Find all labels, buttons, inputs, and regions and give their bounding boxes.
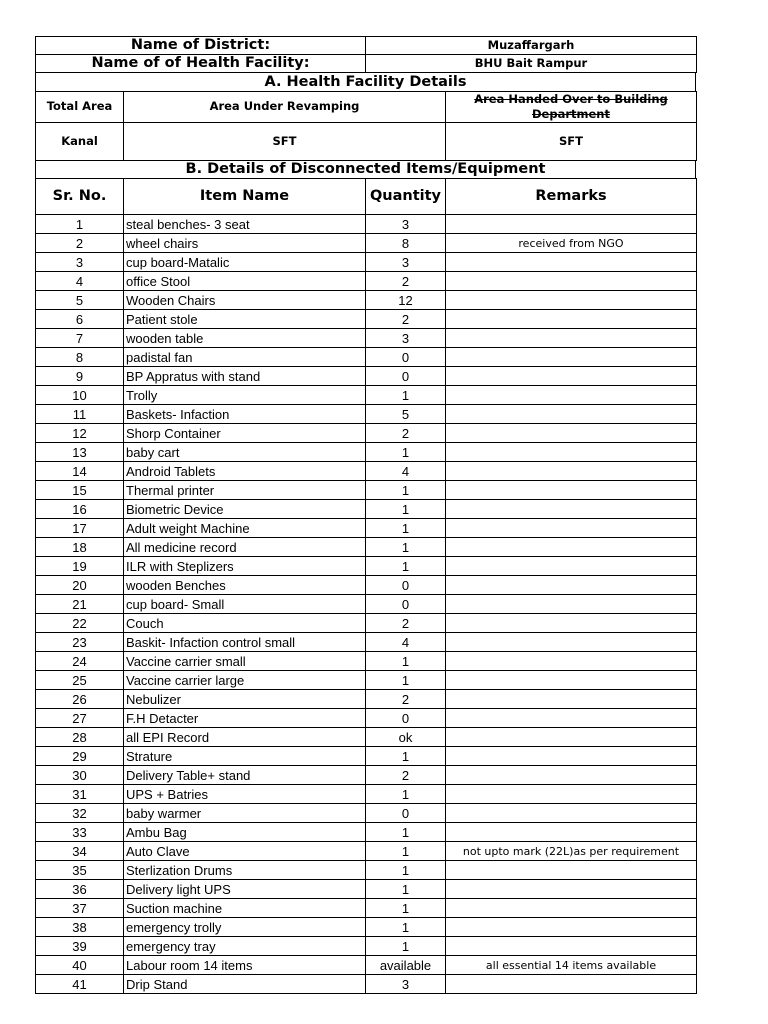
row-remarks bbox=[446, 424, 697, 443]
row-item-name: Shorp Container bbox=[124, 424, 366, 443]
row-quantity: 2 bbox=[366, 690, 446, 709]
row-sr-no: 34 bbox=[36, 842, 124, 861]
header-table bbox=[35, 36, 697, 73]
row-sr-no: 22 bbox=[36, 614, 124, 633]
row-remarks: not upto mark (22L)as per requirement bbox=[446, 842, 697, 861]
table-row bbox=[36, 975, 697, 994]
row-sr-no: 15 bbox=[36, 481, 124, 500]
row-remarks bbox=[446, 576, 697, 595]
table-row bbox=[36, 842, 697, 861]
section-a-title: A. Health Facility Details bbox=[35, 73, 696, 91]
row-sr-no: 29 bbox=[36, 747, 124, 766]
row-sr-no: 33 bbox=[36, 823, 124, 842]
table-row bbox=[36, 481, 697, 500]
row-item-name: Android Tablets bbox=[124, 462, 366, 481]
row-quantity: 3 bbox=[366, 975, 446, 994]
items-header-row bbox=[36, 179, 697, 215]
table-row bbox=[36, 766, 697, 785]
row-remarks bbox=[446, 462, 697, 481]
row-quantity: 1 bbox=[366, 937, 446, 956]
row-item-name: baby warmer bbox=[124, 804, 366, 823]
row-item-name: ILR with Steplizers bbox=[124, 557, 366, 576]
row-remarks bbox=[446, 291, 697, 310]
row-quantity: 1 bbox=[366, 481, 446, 500]
table-row bbox=[36, 367, 697, 386]
table-row bbox=[36, 823, 697, 842]
row-item-name: BP Appratus with stand bbox=[124, 367, 366, 386]
row-sr-no: 35 bbox=[36, 861, 124, 880]
row-item-name: cup board-Matalic bbox=[124, 253, 366, 272]
row-quantity: 1 bbox=[366, 861, 446, 880]
table-row bbox=[36, 880, 697, 899]
district-row bbox=[36, 37, 697, 55]
table-row bbox=[36, 310, 697, 329]
row-item-name: steal benches- 3 seat bbox=[124, 215, 366, 234]
col-quantity: Quantity bbox=[366, 179, 446, 215]
row-sr-no: 3 bbox=[36, 253, 124, 272]
row-quantity: 2 bbox=[366, 310, 446, 329]
row-remarks bbox=[446, 728, 697, 747]
row-item-name: Patient stole bbox=[124, 310, 366, 329]
area-table bbox=[35, 91, 697, 161]
row-quantity: available bbox=[366, 956, 446, 975]
handed-over-unit: SFT bbox=[446, 123, 697, 161]
row-remarks bbox=[446, 481, 697, 500]
row-item-name: Biometric Device bbox=[124, 500, 366, 519]
row-sr-no: 14 bbox=[36, 462, 124, 481]
row-remarks bbox=[446, 595, 697, 614]
table-row bbox=[36, 728, 697, 747]
row-remarks bbox=[446, 671, 697, 690]
row-sr-no: 11 bbox=[36, 405, 124, 424]
col-remarks: Remarks bbox=[446, 179, 697, 215]
row-item-name: Vaccine carrier large bbox=[124, 671, 366, 690]
row-item-name: emergency tray bbox=[124, 937, 366, 956]
row-quantity: 2 bbox=[366, 272, 446, 291]
table-row bbox=[36, 234, 697, 253]
table-row bbox=[36, 671, 697, 690]
row-item-name: Sterlization Drums bbox=[124, 861, 366, 880]
row-sr-no: 9 bbox=[36, 367, 124, 386]
row-quantity: 1 bbox=[366, 538, 446, 557]
row-quantity: 5 bbox=[366, 405, 446, 424]
area-unit-row bbox=[36, 123, 697, 161]
table-row bbox=[36, 747, 697, 766]
row-remarks bbox=[446, 804, 697, 823]
row-item-name: wheel chairs bbox=[124, 234, 366, 253]
row-sr-no: 18 bbox=[36, 538, 124, 557]
row-remarks bbox=[446, 918, 697, 937]
row-quantity: 1 bbox=[366, 785, 446, 804]
table-row bbox=[36, 595, 697, 614]
row-quantity: 1 bbox=[366, 386, 446, 405]
row-quantity: 1 bbox=[366, 652, 446, 671]
row-quantity: 0 bbox=[366, 367, 446, 386]
row-sr-no: 21 bbox=[36, 595, 124, 614]
row-sr-no: 24 bbox=[36, 652, 124, 671]
row-sr-no: 38 bbox=[36, 918, 124, 937]
row-sr-no: 17 bbox=[36, 519, 124, 538]
district-value: Muzaffargarh bbox=[366, 37, 697, 55]
items-body bbox=[36, 215, 697, 994]
row-sr-no: 28 bbox=[36, 728, 124, 747]
row-quantity: 1 bbox=[366, 747, 446, 766]
row-item-name: UPS + Batries bbox=[124, 785, 366, 804]
row-remarks bbox=[446, 272, 697, 291]
row-quantity: 0 bbox=[366, 595, 446, 614]
row-quantity: 1 bbox=[366, 443, 446, 462]
total-area-unit: Kanal bbox=[36, 123, 124, 161]
row-quantity: 0 bbox=[366, 576, 446, 595]
row-item-name: office Stool bbox=[124, 272, 366, 291]
row-sr-no: 16 bbox=[36, 500, 124, 519]
row-item-name: Strature bbox=[124, 747, 366, 766]
row-remarks bbox=[446, 310, 697, 329]
table-row bbox=[36, 386, 697, 405]
row-remarks bbox=[446, 519, 697, 538]
table-row bbox=[36, 899, 697, 918]
row-item-name: cup board- Small bbox=[124, 595, 366, 614]
table-row bbox=[36, 690, 697, 709]
row-item-name: padistal fan bbox=[124, 348, 366, 367]
row-item-name: Thermal printer bbox=[124, 481, 366, 500]
table-row bbox=[36, 348, 697, 367]
row-quantity: 2 bbox=[366, 766, 446, 785]
col-sr-no: Sr. No. bbox=[36, 179, 124, 215]
row-item-name: Vaccine carrier small bbox=[124, 652, 366, 671]
table-row bbox=[36, 272, 697, 291]
table-row bbox=[36, 215, 697, 234]
row-sr-no: 39 bbox=[36, 937, 124, 956]
row-item-name: Labour room 14 items bbox=[124, 956, 366, 975]
row-sr-no: 41 bbox=[36, 975, 124, 994]
row-remarks bbox=[446, 500, 697, 519]
row-sr-no: 27 bbox=[36, 709, 124, 728]
row-sr-no: 37 bbox=[36, 899, 124, 918]
table-row bbox=[36, 291, 697, 310]
row-quantity: 1 bbox=[366, 519, 446, 538]
table-row bbox=[36, 785, 697, 804]
row-remarks bbox=[446, 937, 697, 956]
row-item-name: Auto Clave bbox=[124, 842, 366, 861]
row-sr-no: 6 bbox=[36, 310, 124, 329]
facility-sheet bbox=[35, 36, 696, 994]
row-remarks bbox=[446, 652, 697, 671]
row-item-name: baby cart bbox=[124, 443, 366, 462]
row-remarks bbox=[446, 861, 697, 880]
row-quantity: 4 bbox=[366, 633, 446, 652]
row-remarks bbox=[446, 348, 697, 367]
row-quantity: 3 bbox=[366, 329, 446, 348]
table-row bbox=[36, 405, 697, 424]
row-sr-no: 13 bbox=[36, 443, 124, 462]
row-remarks bbox=[446, 386, 697, 405]
table-row bbox=[36, 443, 697, 462]
row-item-name: F.H Detacter bbox=[124, 709, 366, 728]
row-sr-no: 12 bbox=[36, 424, 124, 443]
row-sr-no: 5 bbox=[36, 291, 124, 310]
row-item-name: Trolly bbox=[124, 386, 366, 405]
row-quantity: 2 bbox=[366, 424, 446, 443]
row-sr-no: 25 bbox=[36, 671, 124, 690]
row-remarks bbox=[446, 880, 697, 899]
row-item-name: All medicine record bbox=[124, 538, 366, 557]
row-quantity: 0 bbox=[366, 804, 446, 823]
row-item-name: Wooden Chairs bbox=[124, 291, 366, 310]
row-remarks bbox=[446, 690, 697, 709]
row-item-name: Baskit- Infaction control small bbox=[124, 633, 366, 652]
row-quantity: 1 bbox=[366, 557, 446, 576]
table-row bbox=[36, 538, 697, 557]
row-item-name: Couch bbox=[124, 614, 366, 633]
section-b-title: B. Details of Disconnected Items/Equipment bbox=[35, 161, 696, 178]
row-remarks bbox=[446, 253, 697, 272]
revamping-unit: SFT bbox=[124, 123, 446, 161]
row-sr-no: 2 bbox=[36, 234, 124, 253]
row-quantity: 3 bbox=[366, 215, 446, 234]
row-item-name: Drip Stand bbox=[124, 975, 366, 994]
row-sr-no: 40 bbox=[36, 956, 124, 975]
district-label: Name of District: bbox=[36, 37, 366, 55]
row-remarks bbox=[446, 405, 697, 424]
row-quantity: 1 bbox=[366, 500, 446, 519]
table-row bbox=[36, 633, 697, 652]
row-remarks bbox=[446, 785, 697, 804]
row-item-name: Baskets- Infaction bbox=[124, 405, 366, 424]
row-sr-no: 23 bbox=[36, 633, 124, 652]
row-quantity: 1 bbox=[366, 842, 446, 861]
row-quantity: 12 bbox=[366, 291, 446, 310]
table-row bbox=[36, 462, 697, 481]
items-table bbox=[35, 178, 697, 994]
row-quantity: 0 bbox=[366, 709, 446, 728]
row-remarks bbox=[446, 215, 697, 234]
col-item-name: Item Name bbox=[124, 179, 366, 215]
row-sr-no: 20 bbox=[36, 576, 124, 595]
table-row bbox=[36, 519, 697, 538]
row-remarks bbox=[446, 443, 697, 462]
row-remarks bbox=[446, 557, 697, 576]
row-item-name: Nebulizer bbox=[124, 690, 366, 709]
table-row bbox=[36, 937, 697, 956]
row-quantity: 2 bbox=[366, 614, 446, 633]
row-quantity: ok bbox=[366, 728, 446, 747]
row-sr-no: 4 bbox=[36, 272, 124, 291]
row-sr-no: 10 bbox=[36, 386, 124, 405]
row-item-name: wooden table bbox=[124, 329, 366, 348]
row-remarks bbox=[446, 709, 697, 728]
row-sr-no: 26 bbox=[36, 690, 124, 709]
row-remarks bbox=[446, 329, 697, 348]
row-quantity: 1 bbox=[366, 671, 446, 690]
table-row bbox=[36, 956, 697, 975]
row-remarks bbox=[446, 633, 697, 652]
table-row bbox=[36, 614, 697, 633]
row-item-name: all EPI Record bbox=[124, 728, 366, 747]
row-sr-no: 36 bbox=[36, 880, 124, 899]
row-remarks bbox=[446, 823, 697, 842]
row-sr-no: 19 bbox=[36, 557, 124, 576]
row-quantity: 1 bbox=[366, 823, 446, 842]
facility-value: BHU Bait Rampur bbox=[366, 55, 697, 73]
table-row bbox=[36, 329, 697, 348]
table-row bbox=[36, 424, 697, 443]
row-remarks bbox=[446, 899, 697, 918]
table-row bbox=[36, 253, 697, 272]
row-remarks bbox=[446, 367, 697, 386]
row-sr-no: 30 bbox=[36, 766, 124, 785]
facility-row bbox=[36, 55, 697, 73]
row-quantity: 8 bbox=[366, 234, 446, 253]
row-sr-no: 31 bbox=[36, 785, 124, 804]
row-item-name: Delivery Table+ stand bbox=[124, 766, 366, 785]
table-row bbox=[36, 709, 697, 728]
table-row bbox=[36, 576, 697, 595]
table-row bbox=[36, 918, 697, 937]
table-row bbox=[36, 861, 697, 880]
row-item-name: wooden Benches bbox=[124, 576, 366, 595]
row-remarks bbox=[446, 747, 697, 766]
row-sr-no: 7 bbox=[36, 329, 124, 348]
row-item-name: Ambu Bag bbox=[124, 823, 366, 842]
row-quantity: 1 bbox=[366, 880, 446, 899]
row-sr-no: 8 bbox=[36, 348, 124, 367]
area-header-row bbox=[36, 92, 697, 123]
table-row bbox=[36, 500, 697, 519]
facility-label: Name of of Health Facility: bbox=[36, 55, 366, 73]
row-remarks bbox=[446, 766, 697, 785]
row-quantity: 0 bbox=[366, 348, 446, 367]
total-area-label: Total Area bbox=[36, 92, 124, 123]
row-quantity: 4 bbox=[366, 462, 446, 481]
row-sr-no: 32 bbox=[36, 804, 124, 823]
row-remarks bbox=[446, 538, 697, 557]
row-quantity: 1 bbox=[366, 918, 446, 937]
row-item-name: Suction machine bbox=[124, 899, 366, 918]
row-item-name: Delivery light UPS bbox=[124, 880, 366, 899]
row-quantity: 1 bbox=[366, 899, 446, 918]
row-remarks bbox=[446, 975, 697, 994]
handed-over-label: Area Handed Over to Building Department bbox=[446, 92, 697, 123]
table-row bbox=[36, 652, 697, 671]
row-remarks bbox=[446, 614, 697, 633]
row-remarks: received from NGO bbox=[446, 234, 697, 253]
table-row bbox=[36, 804, 697, 823]
row-item-name: emergency trolly bbox=[124, 918, 366, 937]
table-row bbox=[36, 557, 697, 576]
row-quantity: 3 bbox=[366, 253, 446, 272]
revamping-label: Area Under Revamping bbox=[124, 92, 446, 123]
row-remarks: all essential 14 items available bbox=[446, 956, 697, 975]
row-item-name: Adult weight Machine bbox=[124, 519, 366, 538]
row-sr-no: 1 bbox=[36, 215, 124, 234]
